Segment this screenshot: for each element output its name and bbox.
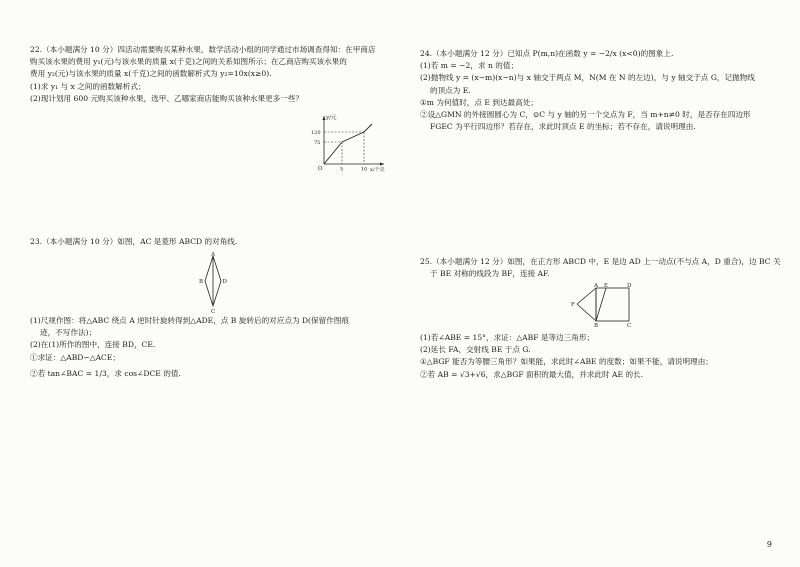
- q25-label-c: C: [627, 323, 632, 328]
- q22-segment-1: [324, 142, 342, 164]
- q25-line-5: ①△BGF 能否为等腰三角形？如果能，求此时∠ABE 的度数；如果不能，请说明理由；: [420, 357, 713, 367]
- q24-line-7: FGEC 为平行四边形？若存在，求此时顶点 E 的坐标；若不存在，请说明理由.: [430, 122, 696, 132]
- q25-label-b: B: [594, 323, 599, 328]
- q22-line-4: (1)求 y₁ 与 x 之间的函数解析式；: [30, 81, 146, 91]
- q22-origin: O: [318, 166, 323, 172]
- q23-line-2: (1)尺规作图：将△ABC 绕点 A 逆时针旋转得到△ADE，点 B 旋转后的对应点为 D(保留作图痕: [30, 316, 349, 325]
- q23-line-4: (2)在(1)所作的图中，连接 BD，CE.: [30, 340, 156, 350]
- q24-line-6: ②设△GMN 的外接圆圆心为 C，⊙C 与 y 轴的另一个交点为 F，当 m+n≠0 时，是否存在四边形: [420, 110, 751, 120]
- q22-x-label: x/千克: [370, 167, 385, 172]
- q25-line-1: 25.（本小题满分 12 分）如图，在正方形 ABCD 中，E 是边 AD 上一动点(不与点 A，D 重合)，边 BC 关: [420, 257, 781, 266]
- page-number: 9: [766, 540, 772, 549]
- q25-label-f: F: [571, 302, 575, 308]
- q25-square-figure: [568, 282, 634, 328]
- q24-line-2: (1)若 m = −2，求 n 的值；: [420, 61, 519, 71]
- q23-line-3: 迹，不写作法)；: [40, 328, 97, 338]
- q22-ytick-75: 75: [314, 140, 321, 146]
- q23-label-d: D: [222, 279, 227, 285]
- q24-line-5: ①m 为何值时，点 E 到达最高处；: [420, 97, 538, 107]
- q24-line-4: 的顶点为 E.: [430, 85, 471, 95]
- q23-rhombus-figure: [196, 252, 230, 314]
- q22-segment-2: [342, 132, 364, 142]
- q23-line-6: ②若 tan∠BAC = 1/3，求 cos∠DCE 的值.: [30, 368, 181, 378]
- question-23: [30, 236, 390, 248]
- q25-line-2: 于 BE 对称的线段为 BF，连接 AF.: [430, 269, 550, 279]
- q25-label-a: A: [594, 283, 598, 289]
- q22-line-5: (2)现计划用 600 元购买该种水果，选甲、乙哪家商店能购买该种水果更多一些？: [30, 93, 304, 103]
- q23-line-1: 23.（本小题满分 10 分）如图，AC 是菱形 ABCD 的对角线.: [30, 237, 238, 246]
- q22-line-1: 22.（本小题满分 10 分）四活动需要购买某种水果，数学活动小组的同学通过市场调查得知：在甲商店: [30, 45, 376, 54]
- q24-line-1: 24.（本小题满分 12 分）已知点 P(m,n)在函数 y = −2/x (x<0)的图象上.: [420, 49, 674, 58]
- q25-label-d: D: [627, 283, 632, 289]
- q25-segment-af: [577, 288, 596, 304]
- q23-label-a: A: [211, 252, 215, 258]
- q25-line-4: (2)延长 FA，交射线 BE 于点 G.: [420, 345, 531, 355]
- question-25-parts: [420, 332, 780, 381]
- question-22: [30, 44, 390, 105]
- q22-segment-3: [364, 124, 372, 132]
- question-23-parts: [30, 315, 390, 380]
- q22-ytick-120: 120: [311, 130, 321, 136]
- q23-label-c: C: [211, 309, 216, 314]
- q22-graph: [300, 112, 390, 172]
- q22-x-arrow: [380, 163, 384, 166]
- q25-segment-bf: [577, 304, 596, 321]
- q25-segment-be: [596, 288, 606, 321]
- q25-line-3: (1)若∠ABE = 15°，求证：△ABF 是等边三角形；: [420, 333, 595, 342]
- q23-label-b: B: [199, 279, 204, 285]
- question-25: [420, 256, 780, 280]
- q22-y-label: y/元: [326, 115, 337, 121]
- q25-line-6: ②若 AB = √3+√6，求△BGF 面积的最大值，并求此时 AE 的长.: [420, 369, 644, 379]
- q22-xtick-5: 5: [340, 166, 344, 172]
- q23-line-5: ①求证：△ABD∽△ACE；: [30, 352, 121, 362]
- q22-line-3: 费用 y₂(元)与该水果的质量 x(千克)之间的函数解析式为 y₂=10x(x≥0).: [30, 69, 272, 79]
- q24-line-3: (2)抛物线 y = (x−m)(x−n)与 x 轴交于两点 M，N(M 在 N 的左边)，与 y 轴交于点 G，记抛物线: [420, 73, 755, 83]
- q25-label-e: E: [604, 283, 609, 289]
- question-24: [420, 48, 780, 133]
- q22-line-2: 购买该水果的费用 y₁(元)与该水果的质量 x(千克)之间的关系如图所示；在乙商店购买该水果的: [30, 57, 347, 67]
- q22-xtick-10: 10: [361, 166, 368, 172]
